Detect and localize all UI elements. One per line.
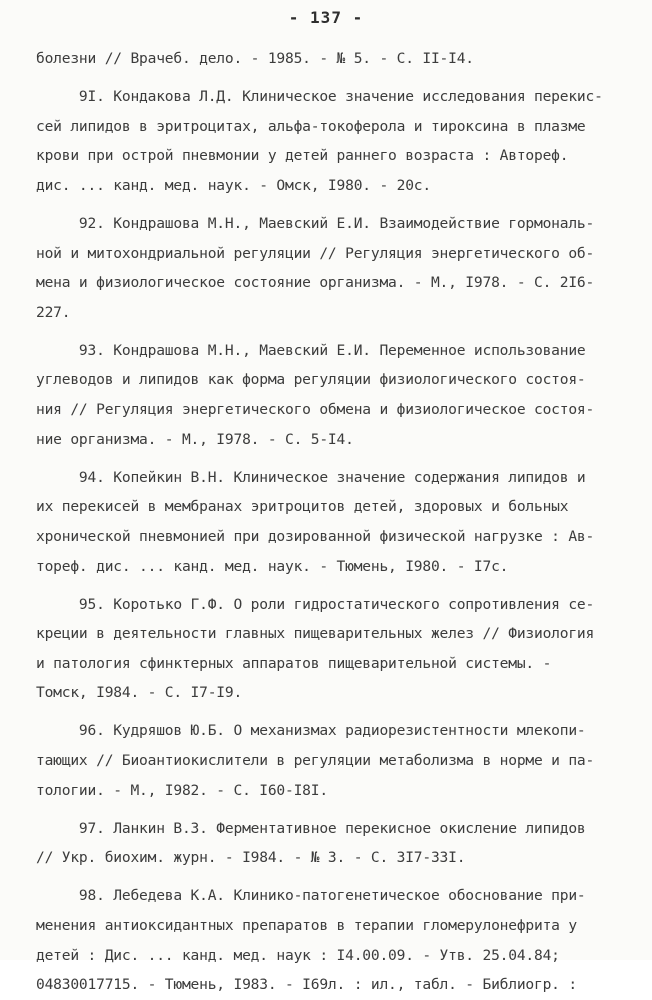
- text-line: 9I. Кондакова Л.Д. Клиническое значение исследования перекис-: [36, 88, 603, 106]
- text-line: ние организма. - М., I978. - С. 5-I4.: [36, 430, 354, 448]
- text-line: Томск, I984. - С. I7-I9.: [36, 684, 243, 702]
- text-line: креции в деятельности главных пищеварительных желез // Физиология: [36, 625, 595, 643]
- text-line: углеводов и липидов как форма регуляции физиологического состоя-: [36, 371, 586, 389]
- text-line: ной и митохондриальной регуляции // Регуляция энергетического об-: [36, 244, 595, 262]
- text-line: мена и физиологическое состояние организма. - М., I978. - С. 2I6-: [36, 274, 595, 292]
- text-line: 97. Ланкин В.З. Ферментативное перекисное окисление липидов: [36, 819, 586, 837]
- text-line: ния // Регуляция энергетического обмена и физиологическое состоя-: [36, 401, 595, 419]
- bibliography-entry: [36, 82, 626, 200]
- text-line: хронической пневмонией при дозированной физической нагрузке : Ав-: [36, 527, 595, 545]
- text-line: менения антиоксидантных препаратов в терапии гломерулонефрита у: [36, 917, 577, 935]
- text-line: дис. ... канд. мед. наук. - Омск, I980. - 20с.: [36, 176, 431, 194]
- text-line: сей липидов в эритроцитах, альфа-токоферола и тироксина в плазме: [36, 117, 586, 135]
- bibliography-entry: [36, 336, 626, 454]
- bibliography-entry: [36, 209, 626, 327]
- continued-entry: [36, 44, 626, 74]
- text-line: 227.: [36, 303, 71, 321]
- text-line: 04830017715. - Тюмень, I983. - I69л. : ил., табл. - Библиогр. :: [36, 976, 577, 994]
- text-line: 93. Кондрашова М.Н., Маевский Е.И. Переменное использование: [36, 341, 586, 359]
- text-line: тающих // Биоантиокислители в регуляции метаболизма в норме и па-: [36, 752, 595, 770]
- text-line: их перекисей в мембранах эритроцитов детей, здоровых и больных: [36, 498, 569, 516]
- bibliography-entry: [36, 716, 626, 805]
- bibliography-entry: [36, 814, 626, 873]
- text-line: и патология сфинктерных аппаратов пищеварительной системы. -: [36, 654, 552, 672]
- text-line: тореф. дис. ... канд. мед. наук. - Тюмень, I980. - I7с.: [36, 557, 509, 575]
- bibliography-entry: [36, 463, 626, 581]
- text-line: болезни // Врачеб. дело. - 1985. - № 5. - С. II-I4.: [36, 50, 474, 67]
- bibliography-text: [36, 44, 626, 1000]
- text-line: 92. Кондрашова М.Н., Маевский Е.И. Взаимодействие гормональ-: [36, 214, 595, 232]
- text-line: крови при острой пневмонии у детей раннего возраста : Автореф.: [36, 147, 569, 165]
- page-number: - 137 -: [288, 8, 364, 27]
- text-line: 96. Кудряшов Ю.Б. О механизмах радиорезистентности млекопи-: [36, 722, 586, 740]
- text-line: детей : Дис. ... канд. мед. наук : I4.00.09. - Утв. 25.04.84;: [36, 946, 560, 964]
- text-line: 94. Копейкин В.Н. Клиническое значение содержания липидов и: [36, 468, 586, 486]
- text-line: 95. Коротько Г.Ф. О роли гидростатического сопротивления се-: [36, 595, 595, 613]
- bibliography-entry: [36, 881, 626, 999]
- text-line: тологии. - М., I982. - С. I60-I8I.: [36, 781, 328, 799]
- text-line: // Укр. биохим. журн. - I984. - № 3. - С. 3I7-33I.: [36, 849, 466, 867]
- bibliography-entry: [36, 590, 626, 708]
- text-line: 98. Лебедева К.А. Клинико-патогенетическое обоснование при-: [36, 887, 586, 905]
